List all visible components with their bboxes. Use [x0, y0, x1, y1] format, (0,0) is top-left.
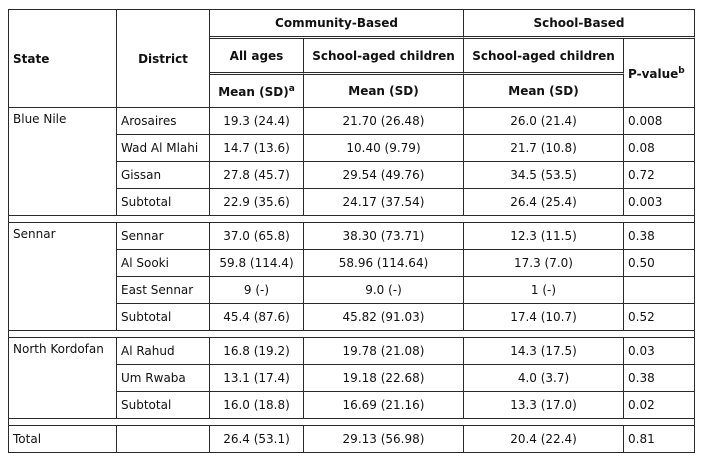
p-value-cell: 0.02	[624, 392, 695, 419]
school-children-cell: 17.4 (10.7)	[464, 304, 624, 331]
district-cell: Subtotal	[117, 189, 210, 216]
p-value-cell: 0.81	[624, 426, 695, 453]
district-cell: Arosaires	[117, 108, 210, 135]
total-label: Total	[9, 426, 117, 453]
all-ages-cell: 16.8 (19.2)	[210, 338, 304, 365]
school-children-cell: 17.3 (7.0)	[464, 250, 624, 277]
community-children-cell: 19.78 (21.08)	[304, 338, 464, 365]
table-row	[9, 338, 695, 365]
all-ages-cell: 59.8 (114.4)	[210, 250, 304, 277]
all-ages-cell: 37.0 (65.8)	[210, 223, 304, 250]
school-children-cell: 21.7 (10.8)	[464, 135, 624, 162]
p-value-cell: 0.38	[624, 223, 695, 250]
district-cell: Sennar	[117, 223, 210, 250]
school-children-cell: 4.0 (3.7)	[464, 365, 624, 392]
community-children-cell: 21.70 (26.48)	[304, 108, 464, 135]
all-ages-cell: 14.7 (13.6)	[210, 135, 304, 162]
school-children-cell: 1 (-)	[464, 277, 624, 304]
total-row	[9, 426, 695, 453]
community-children-cell: 58.96 (114.64)	[304, 250, 464, 277]
header-all-ages: All ages	[210, 39, 304, 75]
header-p-value-label: P-value	[628, 66, 679, 81]
all-ages-cell: 9 (-)	[210, 277, 304, 304]
community-children-cell: 38.30 (73.71)	[304, 223, 464, 250]
school-children-cell: 20.4 (22.4)	[464, 426, 624, 453]
section-divider	[9, 216, 695, 223]
district-cell: Al Sooki	[117, 250, 210, 277]
all-ages-cell: 13.1 (17.4)	[210, 365, 304, 392]
state-cell: Blue Nile	[9, 108, 117, 216]
district-cell: Subtotal	[117, 304, 210, 331]
header-state: State	[9, 10, 117, 108]
district-cell: Al Rahud	[117, 338, 210, 365]
p-value-cell: 0.03	[624, 338, 695, 365]
school-children-cell: 26.4 (25.4)	[464, 189, 624, 216]
data-table-container	[8, 9, 695, 453]
school-children-cell: 12.3 (11.5)	[464, 223, 624, 250]
all-ages-cell: 27.8 (45.7)	[210, 162, 304, 189]
header-mean-sd-community: Mean (SD)	[304, 75, 464, 108]
community-children-cell: 29.13 (56.98)	[304, 426, 464, 453]
header-mean-sd-all-label: Mean (SD)	[218, 84, 289, 99]
school-children-cell: 34.5 (53.5)	[464, 162, 624, 189]
school-children-cell: 26.0 (21.4)	[464, 108, 624, 135]
table-row	[9, 223, 695, 250]
community-children-cell: 45.82 (91.03)	[304, 304, 464, 331]
state-cell: North Kordofan	[9, 338, 117, 419]
data-table	[8, 9, 695, 453]
p-value-cell	[624, 277, 695, 304]
p-value-cell: 0.50	[624, 250, 695, 277]
header-district: District	[117, 10, 210, 108]
header-school-based: School-Based	[464, 10, 695, 39]
district-cell: Wad Al Mlahi	[117, 135, 210, 162]
all-ages-cell: 19.3 (24.4)	[210, 108, 304, 135]
section-divider	[9, 419, 695, 426]
header-mean-sd-all	[210, 75, 304, 108]
state-cell: Sennar	[9, 223, 117, 331]
all-ages-cell: 26.4 (53.1)	[210, 426, 304, 453]
header-mean-sd-school: Mean (SD)	[464, 75, 624, 108]
community-children-cell: 24.17 (37.54)	[304, 189, 464, 216]
all-ages-cell: 45.4 (87.6)	[210, 304, 304, 331]
table-row	[9, 108, 695, 135]
community-children-cell: 19.18 (22.68)	[304, 365, 464, 392]
district-cell: Um Rwaba	[117, 365, 210, 392]
footnote-b-marker: b	[678, 65, 685, 76]
district-cell	[117, 426, 210, 453]
district-cell: Gissan	[117, 162, 210, 189]
community-children-cell: 16.69 (21.16)	[304, 392, 464, 419]
header-p-value	[624, 39, 695, 108]
header-row-1	[9, 10, 695, 39]
p-value-cell: 0.72	[624, 162, 695, 189]
p-value-cell: 0.008	[624, 108, 695, 135]
footnote-a-marker: a	[288, 83, 295, 94]
community-children-cell: 9.0 (-)	[304, 277, 464, 304]
header-school-school-aged: School-aged children	[464, 39, 624, 75]
p-value-cell: 0.003	[624, 189, 695, 216]
school-children-cell: 13.3 (17.0)	[464, 392, 624, 419]
district-cell: East Sennar	[117, 277, 210, 304]
p-value-cell: 0.38	[624, 365, 695, 392]
p-value-cell: 0.52	[624, 304, 695, 331]
header-community-based: Community-Based	[210, 10, 464, 39]
p-value-cell: 0.08	[624, 135, 695, 162]
school-children-cell: 14.3 (17.5)	[464, 338, 624, 365]
all-ages-cell: 16.0 (18.8)	[210, 392, 304, 419]
all-ages-cell: 22.9 (35.6)	[210, 189, 304, 216]
community-children-cell: 29.54 (49.76)	[304, 162, 464, 189]
section-divider	[9, 331, 695, 338]
district-cell: Subtotal	[117, 392, 210, 419]
header-community-school-aged: School-aged children	[304, 39, 464, 75]
community-children-cell: 10.40 (9.79)	[304, 135, 464, 162]
